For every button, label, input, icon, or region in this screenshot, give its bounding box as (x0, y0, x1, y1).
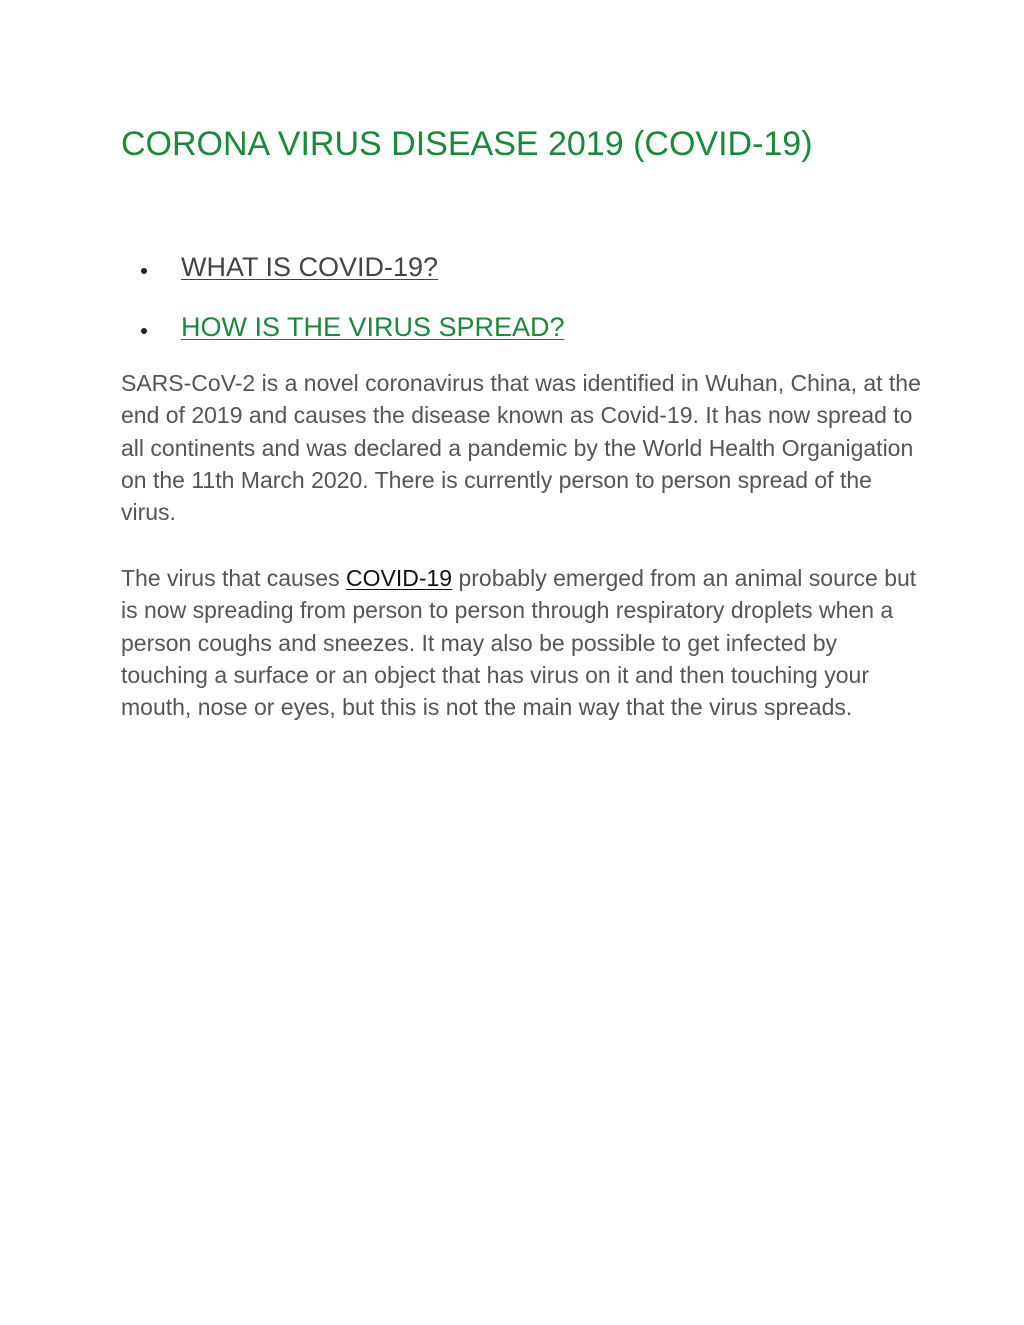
toc-item-what-is-covid (121, 244, 565, 304)
paragraph-intro: SARS-CoV-2 is a novel coronavirus that was identified in Wuhan, China, at the end of 2019 and causes the disease known as Covid-19. It has now spread to all continents and was declared a pandemic by the World Health Organigation on the 11th March 2020. There is currently person to person spread of the virus. (121, 370, 921, 526)
paragraph-spread-text-before: The virus that causes (121, 565, 346, 591)
toc-link-what-is-covid[interactable]: WHAT IS COVID-19? (181, 252, 439, 282)
bullet-icon (141, 328, 147, 334)
page-title: CORONA VIRUS DISEASE 2019 (COVID-19) (121, 125, 813, 163)
table-of-contents (121, 244, 565, 364)
toc-item-how-spread (121, 304, 565, 364)
paragraph-spread-text-after: probably emerged from an animal source but is now spreading from person to person through respiratory droplets when a person coughs and sneezes. It may also be possible to get infected by touching a surface or an object that has virus on it and then touching your mouth, nose or eyes, but this is not the main way that the virus spreads. (121, 565, 917, 721)
paragraph-spread (121, 562, 921, 723)
toc-link-how-spread[interactable]: HOW IS THE VIRUS SPREAD? (181, 312, 565, 342)
bullet-icon (141, 268, 147, 274)
covid-19-link[interactable]: COVID-19 (346, 565, 453, 591)
